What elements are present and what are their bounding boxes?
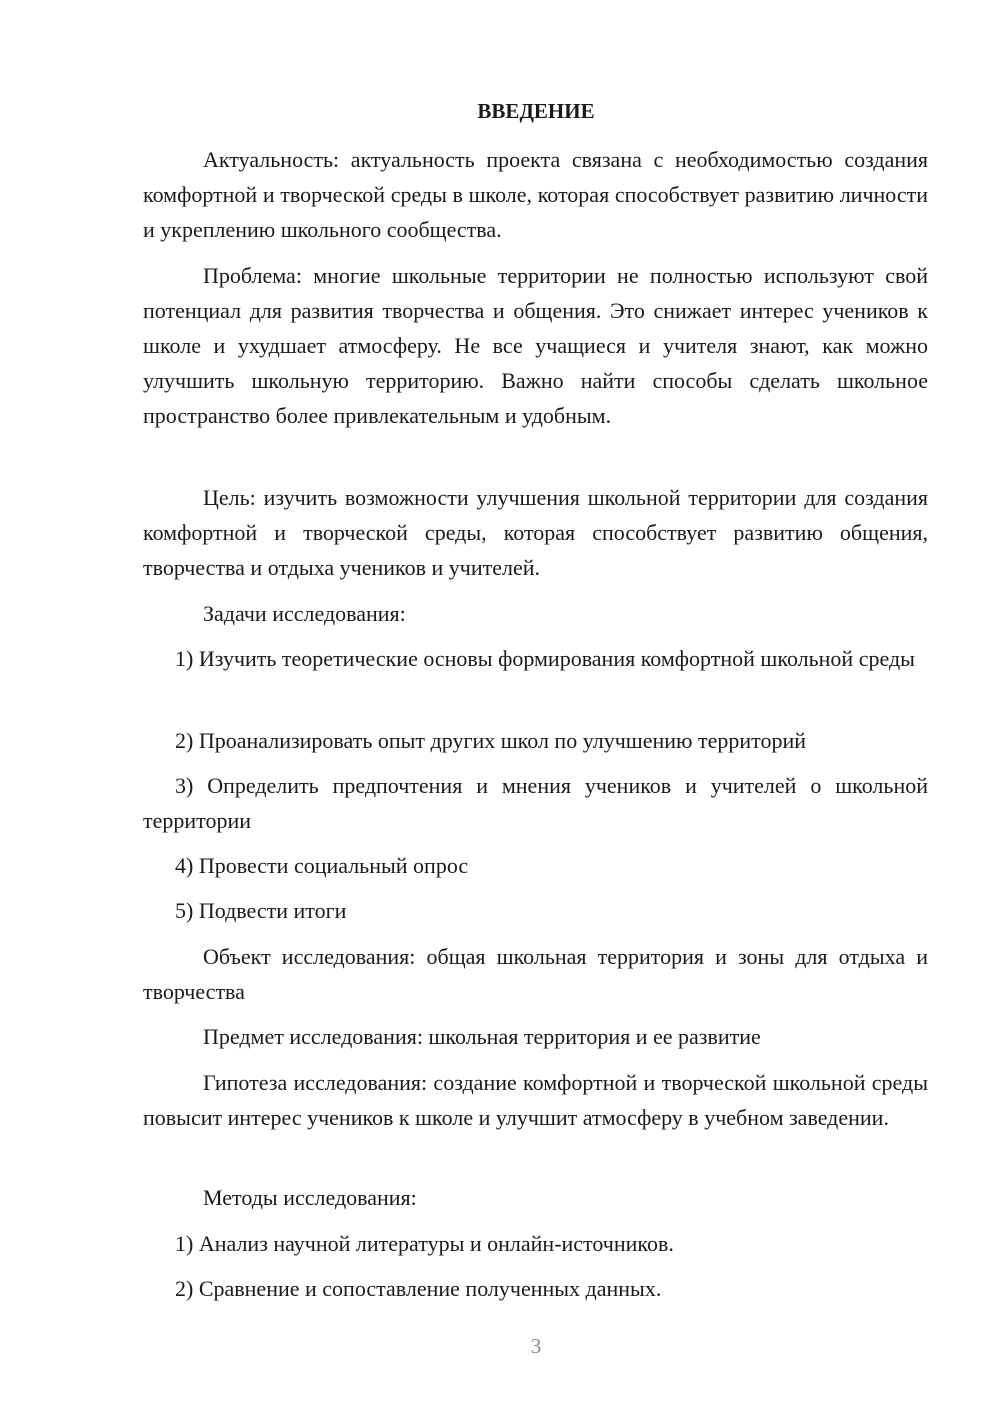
list-item-method-2: 2) Сравнение и сопоставление полученных данных. <box>175 1276 662 1301</box>
paragraph-problem: Проблема: многие школьные территории не полностью используют свой потенциал для развития творчества и общения. Это снижает интерес учеников к школе и ухудшает атмосферу. Не все учащиеся и учителя знают, как можно улучшить школьную территорию. Важно найти способы сделать школьное пространство более привлекательным и удобным. <box>143 263 928 428</box>
paragraph-relevance: Актуальность: актуальность проекта связана с необходимостью создания комфортной и творческой среды в школе, которая способствует развитию личности и укреплению школьного сообщества. <box>143 147 928 242</box>
paragraph-tasks-heading: Задачи исследования: <box>203 601 406 626</box>
paragraph-hypothesis: Гипотеза исследования: создание комфортной и творческой школьной среды повысит интерес учеников к школе и улучшит атмосферу в учебном заведении. <box>143 1070 928 1130</box>
section-title: ВВЕДЕНИЕ <box>477 99 595 123</box>
page-number: 3 <box>530 1334 542 1358</box>
list-item-method-1: 1) Анализ научной литературы и онлайн-источников. <box>175 1231 674 1256</box>
list-item-task-1: 1) Изучить теоретические основы формирования комфортной школьной среды <box>175 646 915 671</box>
paragraph-goal: Цель: изучить возможности улучшения школьной территории для создания комфортной и творческой среды, которая способствует развитию общения, творчества и отдыха учеников и учителей. <box>143 485 928 580</box>
list-item-task-5: 5) Подвести итоги <box>175 898 347 923</box>
list-item-task-2: 2) Проанализировать опыт других школ по улучшению территорий <box>175 728 806 753</box>
paragraph-object: Объект исследования: общая школьная территория и зоны для отдыха и творчества <box>143 944 928 1004</box>
list-item-task-3: 3) Определить предпочтения и мнения учеников и учителей о школьной территории <box>143 773 928 833</box>
paragraph-methods-heading: Методы исследования: <box>203 1185 417 1210</box>
list-item-task-4: 4) Провести социальный опрос <box>175 853 469 878</box>
paragraph-subject: Предмет исследования: школьная территория и ее развитие <box>203 1024 761 1049</box>
